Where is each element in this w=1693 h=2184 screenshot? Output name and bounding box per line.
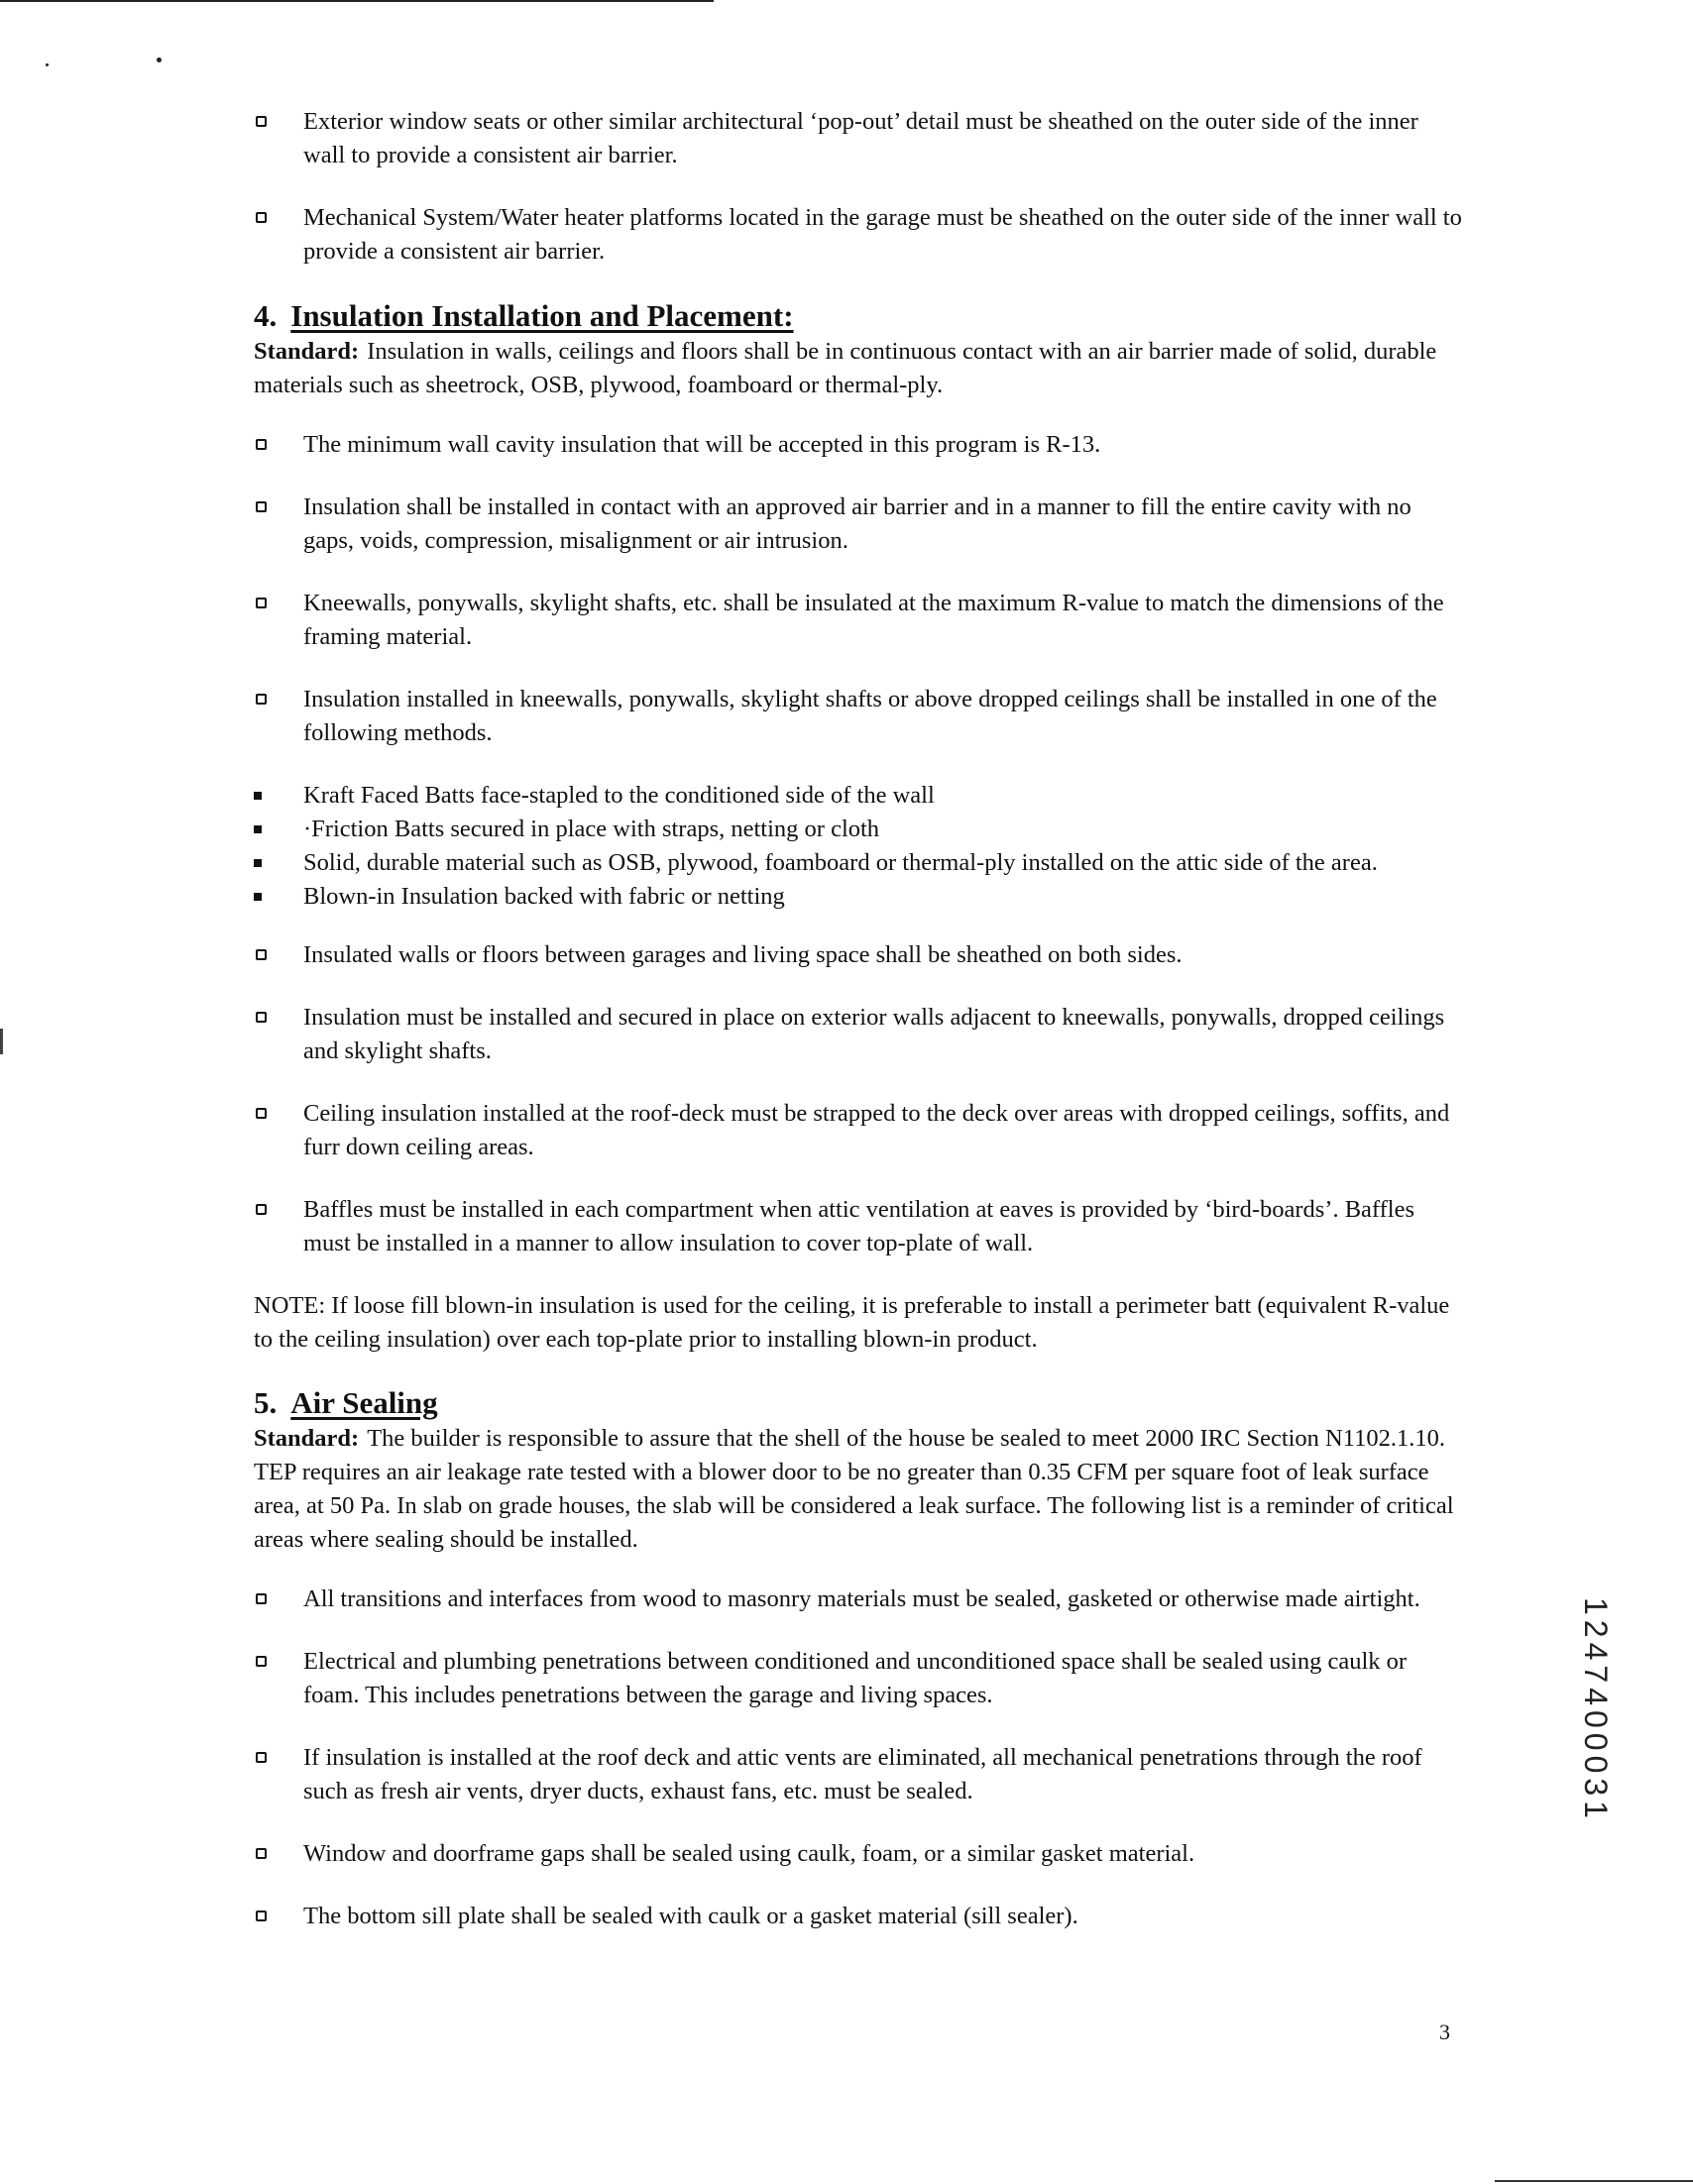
- checkbox-icon: [256, 116, 267, 127]
- scan-bottom-rule: [1495, 2180, 1693, 2182]
- checkbox-icon: [256, 1656, 267, 1667]
- bullet-icon: [254, 792, 262, 800]
- section-4-heading: [254, 297, 1465, 335]
- list-item-text: If insulation is installed at the roof deck and attic vents are eliminated, all mechanical penetrations through the roof such as fresh air vents, dryer ducts, exhaust fans, etc. must be sealed.: [303, 1744, 1422, 1804]
- list-item: [254, 938, 1465, 972]
- section-title: Air Sealing: [290, 1385, 438, 1420]
- list-item-text: Kneewalls, ponywalls, skylight shafts, etc. shall be insulated at the maximum R-value to match the dimensions of the framing material.: [303, 590, 1444, 650]
- checkbox-icon: [256, 1593, 267, 1604]
- list-item-text: The bottom sill plate shall be sealed with caulk or a gasket material (sill sealer).: [303, 1903, 1078, 1929]
- checkbox-icon: [256, 1012, 267, 1023]
- methods-list: [254, 779, 1465, 914]
- bullet-icon: [254, 859, 262, 867]
- list-item: [254, 1741, 1465, 1808]
- list-item-text: Electrical and plumbing penetrations between conditioned and unconditioned space shall be sealed using caulk or foam. This includes penetrations between the garage and living spaces.: [303, 1648, 1408, 1708]
- list-item-text: Baffles must be installed in each compartment when attic ventilation at eaves is provided by ‘bird-boards’. Baffles must be installed in a manner to allow insulation to cover top-plate of wall.: [303, 1196, 1415, 1256]
- list-item: [254, 491, 1465, 558]
- method-text: Solid, durable material such as OSB, plywood, foamboard or thermal-ply installed on the attic side of the area.: [303, 849, 1378, 876]
- checkbox-icon: [256, 439, 267, 450]
- document-page: [254, 105, 1465, 1962]
- checkbox-icon: [256, 949, 267, 960]
- bullet-icon: [254, 825, 262, 833]
- list-item-text: Insulated walls or floors between garages and living space shall be sheathed on both sides.: [303, 941, 1183, 968]
- list-item: [254, 428, 1465, 462]
- list-item-text: Insulation shall be installed in contact with an approved air barrier and in a manner to fill the entire cavity with no gaps, voids, compression, misalignment or air intrusion.: [303, 493, 1411, 554]
- bullet-icon: [254, 893, 262, 901]
- checkbox-icon: [256, 1752, 267, 1763]
- section-title: Insulation Installation and Placement:: [290, 298, 794, 333]
- section-number: 4.: [254, 298, 278, 333]
- section-4-standard: [254, 335, 1465, 402]
- method-text: Kraft Faced Batts face-stapled to the conditioned side of the wall: [303, 782, 935, 809]
- standard-label: Standard:: [254, 1425, 360, 1452]
- list-item: [254, 683, 1465, 750]
- scan-top-rule: [0, 0, 714, 2]
- list-item: [254, 1001, 1465, 1068]
- list-item: [254, 1097, 1465, 1164]
- document-control-number: 1247400031: [1578, 1597, 1614, 1823]
- method-text: Blown-in Insulation backed with fabric or netting: [303, 883, 785, 910]
- list-item: [254, 105, 1465, 172]
- list-item: [254, 1645, 1465, 1712]
- list-item: [254, 201, 1465, 269]
- list-item-text: Insulation installed in kneewalls, ponywalls, skylight shafts or above dropped ceilings shall be installed in one of the following methods.: [303, 686, 1437, 746]
- section-5-standard: [254, 1422, 1465, 1557]
- scan-left-mark: [0, 1029, 3, 1054]
- method-item: [254, 846, 1465, 880]
- checkbox-icon: [256, 598, 267, 608]
- checkbox-icon: [256, 1848, 267, 1859]
- checkbox-icon: [256, 501, 267, 512]
- list-item: [254, 1193, 1465, 1260]
- scan-speck: [46, 63, 49, 66]
- list-item-text: Mechanical System/Water heater platforms located in the garage must be sheathed on the outer side of the inner wall to provide a consistent air barrier.: [303, 204, 1462, 265]
- standard-text: The builder is responsible to assure that the shell of the house be sealed to meet 2000 IRC Section N1102.1.10. TEP requires an air leakage rate tested with a blower door to be no greater than 0.35 CFM per square foot of leak surface area, at 50 Pa. In slab on grade houses, the slab will be considered a leak surface. The following list is a reminder of critical areas where sealing should be installed.: [254, 1425, 1454, 1553]
- scan-speck: [157, 57, 162, 62]
- section-5-heading: [254, 1384, 1465, 1422]
- list-item: [254, 1583, 1465, 1616]
- list-item: [254, 1900, 1465, 1933]
- list-item-text: Exterior window seats or other similar architectural ‘pop-out’ detail must be sheathed on the outer side of the inner wall to provide a consistent air barrier.: [303, 108, 1418, 168]
- list-item: [254, 1837, 1465, 1871]
- list-item: [254, 587, 1465, 654]
- checkbox-icon: [256, 694, 267, 705]
- list-item-text: All transitions and interfaces from wood to masonry materials must be sealed, gasketed or otherwise made airtight.: [303, 1585, 1420, 1612]
- method-item: [254, 813, 1465, 846]
- list-item-text: Insulation must be installed and secured in place on exterior walls adjacent to kneewalls, ponywalls, dropped ceilings and skylight shafts.: [303, 1004, 1445, 1064]
- list-item-text: Window and doorframe gaps shall be sealed using caulk, foam, or a similar gasket material.: [303, 1840, 1195, 1867]
- checkbox-icon: [256, 1911, 267, 1921]
- method-item: [254, 779, 1465, 813]
- list-item-text: Ceiling insulation installed at the roof-deck must be strapped to the deck over areas with dropped ceilings, soffits, and furr down ceiling areas.: [303, 1100, 1450, 1160]
- method-item: [254, 880, 1465, 914]
- section-number: 5.: [254, 1385, 278, 1420]
- checkbox-icon: [256, 1108, 267, 1119]
- page-number: 3: [1439, 2020, 1450, 2044]
- checkbox-icon: [256, 212, 267, 223]
- standard-text: Insulation in walls, ceilings and floors shall be in continuous contact with an air barrier made of solid, durable materials such as sheetrock, OSB, plywood, foamboard or thermal-ply.: [254, 338, 1437, 398]
- method-text: ·Friction Batts secured in place with straps, netting or cloth: [303, 816, 880, 842]
- standard-label: Standard:: [254, 338, 360, 365]
- list-item-text: The minimum wall cavity insulation that will be accepted in this program is R-13.: [303, 431, 1101, 458]
- checkbox-icon: [256, 1204, 267, 1215]
- section-4-note: NOTE: If loose fill blown-in insulation is used for the ceiling, it is preferable to install a perimeter batt (equivalent R-value to the ceiling insulation) over each top-plate prior to installing blown-in product.: [254, 1292, 1450, 1353]
